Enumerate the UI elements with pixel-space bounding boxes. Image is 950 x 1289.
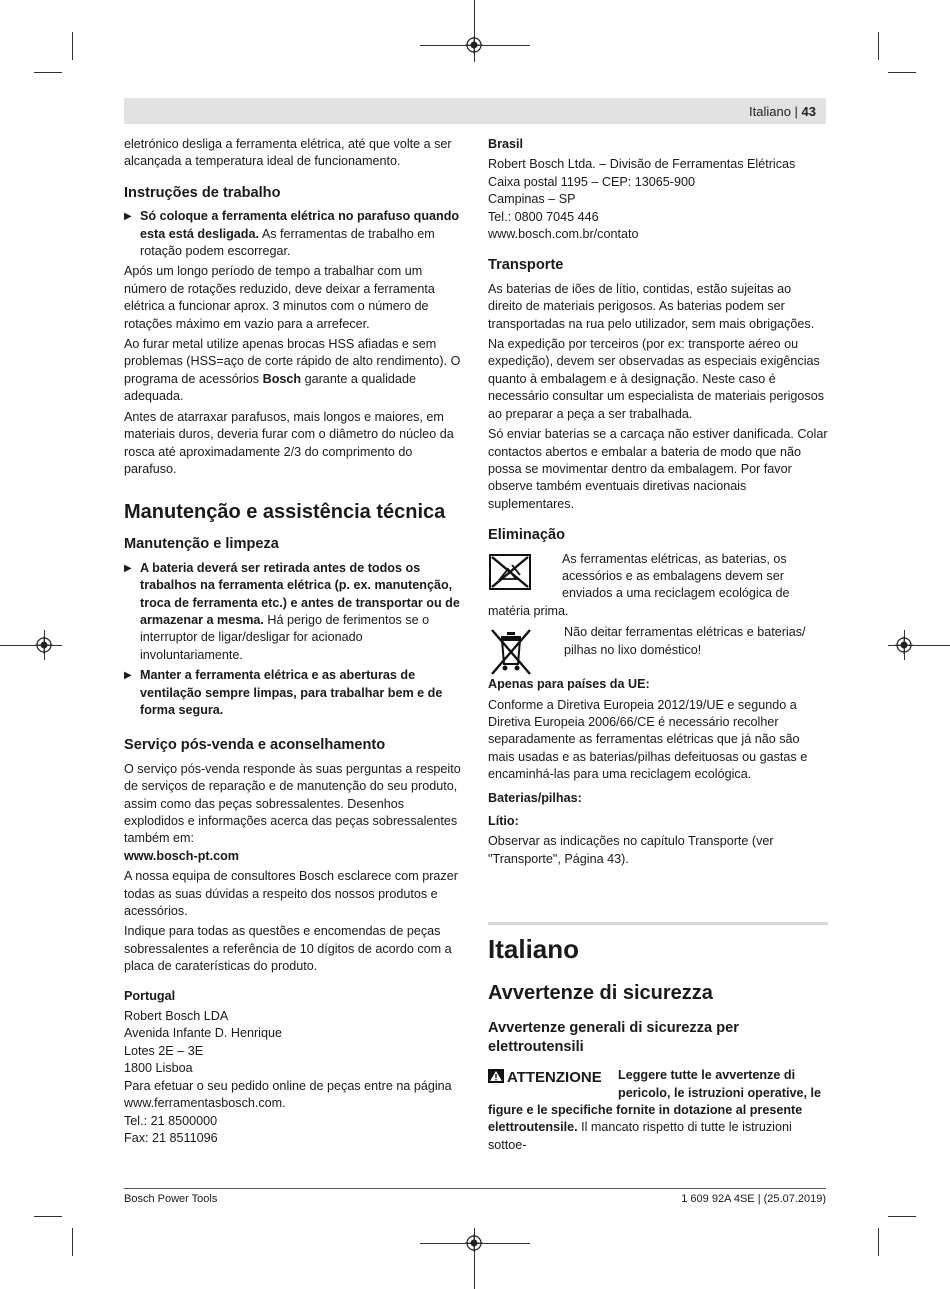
registration-mark-icon: [35, 636, 53, 654]
warning-triangle-icon: [488, 1069, 504, 1083]
warning-badge: [488, 1067, 612, 1086]
eu-paragraph: Conforme a Diretiva Europeia 2012/19/UE e segundo a Diretiva Europeia 2006/66/CE é necessário recolher separadamente as ferramentas elétricas que já não são mais usadas e as baterias/pilhas defeituosas ou gastas e encaminhá-las para uma reciclagem ecológica.: [488, 697, 808, 782]
crossed-out-bin-icon: [488, 626, 534, 678]
service-url-link[interactable]: www.bosch-pt.com: [124, 848, 239, 863]
portugal-online-line: Para efetuar o seu pedido online de peças entre na página www.ferramentasbosch.com.: [124, 1078, 452, 1111]
work-bullet: [124, 208, 464, 260]
brasil-address-line: Campinas – SP: [488, 192, 576, 207]
work-instructions-heading: Instruções de trabalho: [124, 184, 281, 201]
batteries-heading: Baterias/pilhas:: [488, 790, 582, 805]
service-heading: Serviço pós-venda e aconselhamento: [124, 737, 386, 754]
footer-doc-id: 1 609 92A 4SE | (25.07.2019): [681, 1193, 826, 1205]
portugal-address-line: Avenida Infante D. Henrique: [124, 1026, 282, 1041]
service-paragraph-3: Indique para todas as questões e encomendas de peças sobressalentes a referência de 10 dígitos de acordo com a placa de caraterísticas do produto.: [124, 924, 452, 974]
recycling-note: [488, 551, 828, 621]
portugal-address-line: Robert Bosch LDA: [124, 1009, 229, 1024]
transport-paragraph-2: Na expedição por terceiros (por ex: transporte aéreo ou expedição), devem ser observadas as especiais exigências quanto à embalagem e à designação. Neste caso é necessário consultar um especialista de materiais perigosos ao preparar a peça a ser trabalhada.: [488, 337, 824, 421]
brasil-address-line: Robert Bosch Ltda. – Divisão de Ferramentas Elétricas: [488, 157, 796, 172]
brasil-url-link[interactable]: www.bosch.com.br/contato: [488, 227, 639, 242]
work-paragraph-3: Antes de atarraxar parafusos, mais longos e maiores, em materiais duros, deveria furar com o diâmetro do núcleo da rosca até aproximadamente 2/3 do comprimento do parafuso.: [124, 409, 454, 476]
right-column: [488, 136, 828, 1154]
section-divider: [488, 922, 828, 925]
crop-mark: [72, 1228, 73, 1256]
safety-heading: Avvertenze di sicurezza: [488, 982, 713, 1005]
crop-mark: [878, 1228, 879, 1256]
eu-heading: Apenas para países da UE:: [488, 677, 650, 692]
bullet-arrow-icon: ▶: [124, 211, 132, 223]
registration-mark-icon: [465, 36, 483, 54]
warning-label: ATTENZIONE: [507, 1069, 602, 1087]
portugal-phone: Tel.: 21 8500000: [124, 1113, 218, 1128]
general-safety-subheading: Avvertenze generali di sicurezza per elettroutensili: [488, 1020, 739, 1056]
intro-paragraph: eletrónico desliga a ferramenta elétrica, até que volte a ser alcançada a temperatura ideal de funcionamento.: [124, 137, 452, 169]
portugal-heading: Portugal: [124, 988, 176, 1003]
registration-mark-icon: [895, 636, 913, 654]
maintenance-heading: Manutenção e assistência técnica: [124, 501, 446, 524]
registration-mark-icon: [465, 1234, 483, 1252]
maintenance-bullet-1: [124, 560, 464, 664]
maintenance-bullet-2-bold: Manter a ferramenta elétrica e as aberturas de ventilação sempre limpas, para trabalhar bem e de forma segura.: [140, 668, 443, 717]
warning-text: Il mancato rispetto di tutte le istruzioni sottoe-: [488, 1120, 792, 1152]
work-bullet-text: As ferramentas de trabalho em rotação podem escorregar.: [140, 226, 435, 259]
header-language: Italiano: [749, 104, 791, 119]
crop-mark: [888, 1216, 916, 1217]
footer-rule: [124, 1188, 826, 1189]
work-paragraph-2-a: Ao furar metal utilize apenas brocas HSS afiadas e sem problemas (HSS=aço de corte rápido de alto rendimento). O programa de acessórios: [124, 337, 461, 386]
recycling-symbol-icon: [488, 553, 532, 591]
left-column: [124, 136, 464, 1147]
brand-name: Bosch: [262, 371, 302, 386]
header-band: [124, 98, 826, 124]
maintenance-bullet-1-bold: A bateria deverá ser retirada antes de todos os trabalhos na ferramenta elétrica (p. ex. manutenção, troca de ferramenta etc.) e antes de transportar ou de armazenar a mesma.: [140, 560, 460, 627]
lithium-paragraph: Observar as indicações no capítulo Transporte (ver "Transporte", Página 43).: [488, 834, 774, 866]
household-waste-note: [488, 624, 828, 666]
header-page-number: 43: [801, 104, 816, 119]
crop-mark: [72, 32, 73, 60]
italiano-heading: Italiano: [488, 934, 580, 965]
warning-block: [488, 1067, 828, 1154]
disposal-paragraph-2: Não deitar ferramentas elétricas e baterias/ pilhas no lixo doméstico!: [564, 625, 806, 657]
portugal-fax: Fax: 21 8511096: [124, 1130, 218, 1145]
crop-mark: [878, 32, 879, 60]
crop-mark: [34, 1216, 62, 1217]
portugal-address-line: 1800 Lisboa: [124, 1061, 193, 1076]
brasil-address-line: Caixa postal 1195 – CEP: 13065-900: [488, 174, 696, 189]
brasil-heading: Brasil: [488, 137, 524, 151]
footer-brand: Bosch Power Tools: [124, 1193, 218, 1205]
transport-paragraph-1: As baterias de iões de lítio, contidas, estão sujeitas ao direito de materiais perigosos. As baterias podem ser transportadas na rua pelo utilizador, sem mais obrigações.: [488, 281, 815, 331]
service-paragraph-1: O serviço pós-venda responde às suas perguntas a respeito de serviços de reparação e de manutenção do seu produto, assim como das peças sobressalentes. Desenhos explodidos e informações acerca das peças sobressalentes também em:: [124, 761, 461, 846]
disposal-paragraph-1: As ferramentas elétricas, as baterias, os acessórios e as embalagens devem ser enviados a uma reciclagem ecológica de matéria prima.: [488, 551, 790, 618]
warning-bold-text: Leggere tutte le avvertenze di pericolo, le istruzioni operative, le figure e le specifiche fornite in dotazione al presente elettroutensile.: [488, 1068, 821, 1135]
maintenance-bullet-2: [124, 667, 464, 719]
work-paragraph-1: Após um longo período de tempo a trabalhar com um número de rotações reduzido, deve deixar a ferramenta elétrica a funcionar aprox. 3 minutos com o número de rotações máximo em vazio para a arrefecer.: [124, 264, 435, 331]
transport-heading: Transporte: [488, 257, 564, 274]
maintenance-bullet-1-text: Há perigo de ferimentos se o interruptor de ligar/desligar for acionado involuntariamente.: [140, 612, 430, 662]
crop-mark: [34, 72, 62, 73]
work-paragraph-2: [124, 336, 464, 406]
maintenance-cleaning-heading: Manutenção e limpeza: [124, 536, 279, 553]
page-header: Italiano | 43: [749, 104, 816, 119]
crop-mark: [888, 72, 916, 73]
work-bullet-bold: Só coloque a ferramenta elétrica no parafuso quando esta está desligada.: [140, 209, 460, 241]
brasil-phone: Tel.: 0800 7045 446: [488, 209, 599, 224]
bullet-arrow-icon: ▶: [124, 562, 132, 574]
bullet-arrow-icon: ▶: [124, 670, 132, 682]
portugal-address-line: Lotes 2E – 3E: [124, 1043, 204, 1058]
service-paragraph-2: A nossa equipa de consultores Bosch esclarece com prazer todas as suas dúvidas a respeito dos nossos produtos e acessórios.: [124, 869, 458, 919]
transport-paragraph-3: Só enviar baterias se a carcaça não estiver danificada. Colar contactos abertos e embalar a bateria de modo que não possa se movimentar dentro da embalagem. Por favor observe também eventuais diretivas nacionais suplementares.: [488, 427, 828, 511]
disposal-heading: Eliminação: [488, 527, 566, 544]
work-paragraph-2-b: garante a qualidade adequada.: [124, 371, 416, 404]
lithium-heading: Lítio:: [488, 814, 519, 828]
